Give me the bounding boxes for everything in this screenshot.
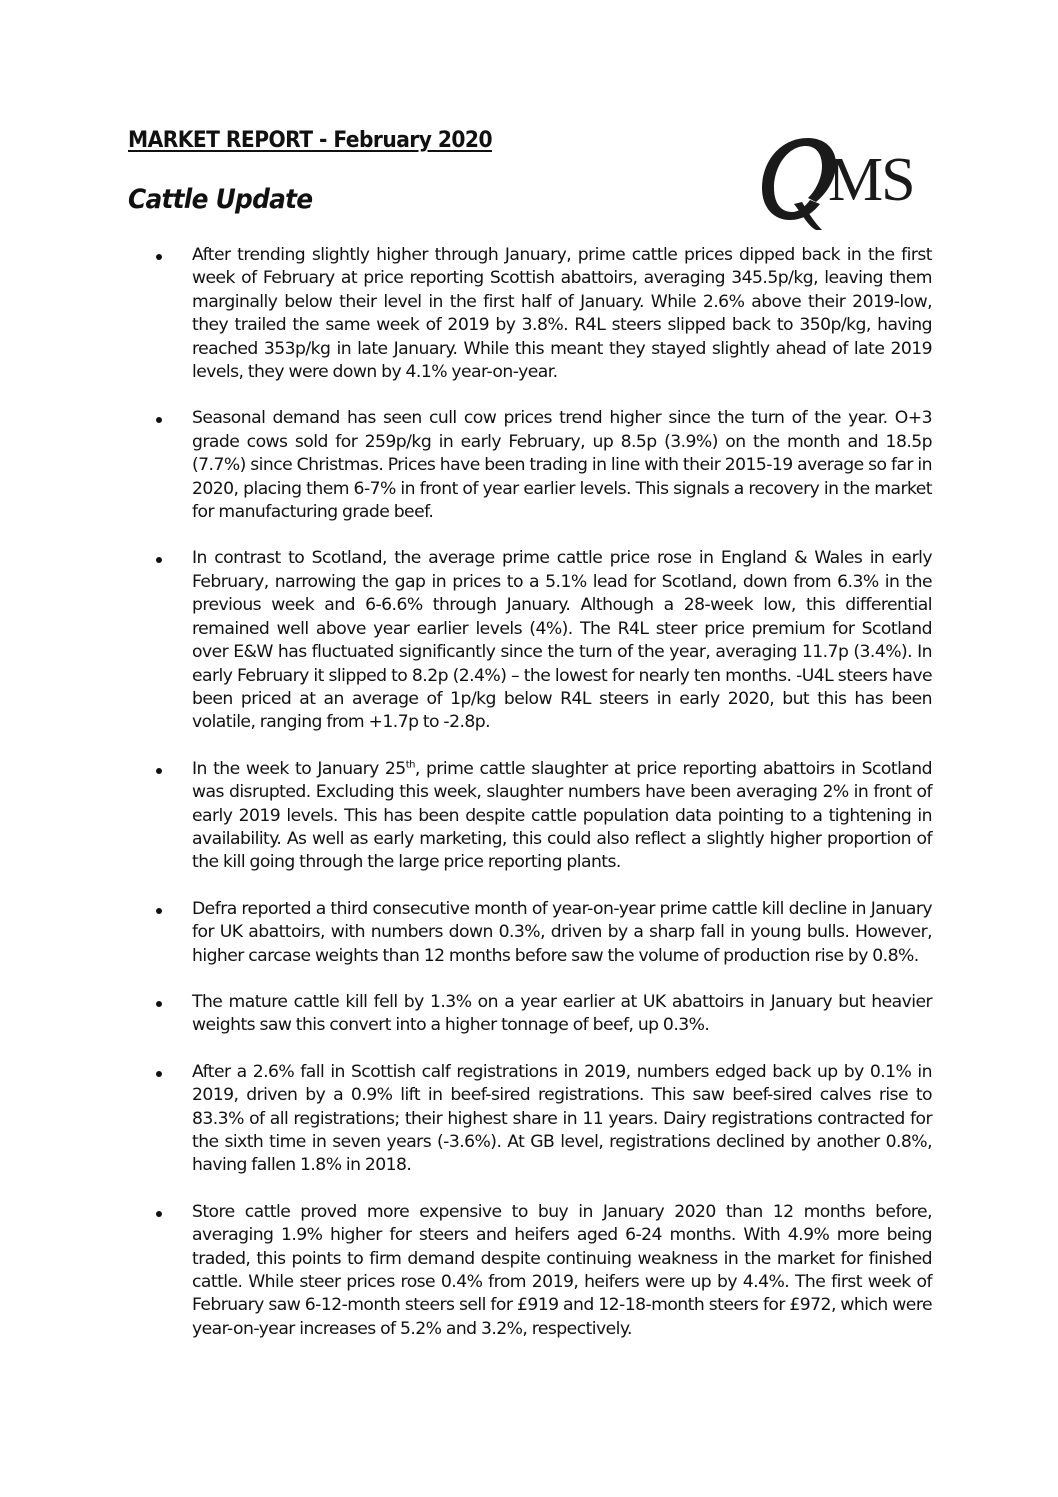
report-title: MARKET REPORT - February 2020 xyxy=(128,128,493,153)
bullet-text: After a 2.6% fall in Scottish calf registrations in 2019, numbers edged back up by 0.1% in 2019, driven by a 0.9% lift in beef-sired registrations. This saw beef-sired calves rise to 83.3% of all registrations; their highest share in 11 years. Dairy registrations contracted for the sixth time in seven years (-3.6%). At GB level, registrations declined by another 0.8%, having fallen 1.8% in 2018. xyxy=(192,1061,932,1176)
bullet-text xyxy=(192,759,932,873)
svg-text:MS: MS xyxy=(828,146,914,214)
bullet-icon xyxy=(156,1211,162,1217)
bullet-text: The mature cattle kill fell by 1.3% on a year earlier at UK abattoirs in January but heavier weights saw this convert into a higher tonnage of beef, up 0.3%. xyxy=(192,991,932,1036)
bullet-item xyxy=(150,898,932,968)
bullet-icon xyxy=(156,417,162,423)
bullet-item xyxy=(150,407,932,524)
bullet-item xyxy=(150,991,932,1038)
qms-logo-icon xyxy=(750,130,940,230)
bullet-text: In contrast to Scotland, the average prime cattle price rose in England & Wales in early February, narrowing the gap in prices to a 5.1% lead for Scotland, down from 6.3% in the previous week and 6-6.6% through January. Although a 28-week low, this differential remained well above year earlier levels (4%). The R4L steer price premium for Scotland over E&W has fluctuated significantly since the turn of the year, averaging 11.7p (3.4%). In early February it slipped to 8.2p (2.4%) – the lowest for nearly ten months. -U4L steers have been priced at an average of 1p/kg below R4L steers in early 2020, but this has been volatile, ranging from +1.7p to -2.8p. xyxy=(192,548,932,733)
bullet-item xyxy=(150,1061,932,1178)
qms-logo xyxy=(750,130,940,230)
bullet-text: Store cattle proved more expensive to buy in January 2020 than 12 months before, averaging 1.9% higher for steers and heifers aged 6-24 months. With 4.9% more being traded, this points to firm demand despite continuing weakness in the market for finished cattle. While steer prices rose 0.4% from 2019, heifers were up by 4.4%. The first week of February saw 6-12-month steers sell for £919 and 12-18-month steers for £972, which were year-on-year increases of 5.2% and 3.2%, respectively. xyxy=(192,1201,932,1339)
bullet-item xyxy=(150,244,932,384)
bullet-list xyxy=(150,244,932,1364)
bullet-icon xyxy=(156,557,162,563)
superscript: th xyxy=(405,758,415,770)
bullet-text-part: , prime cattle slaughter at price reporting abattoirs in Scotland was disrupted. Excluding this week, slaughter numbers have been averaging 2% in front of early 2019 levels. This has been despite cattle population data pointing to a tightening in availability. As well as early marketing, this could also reflect a slightly higher proportion of the kill going through the large price reporting plants. xyxy=(192,758,932,873)
bullet-text: Seasonal demand has seen cull cow prices trend higher since the turn of the year. O+3 grade cows sold for 259p/kg in early February, up 8.5p (3.9%) on the month and 18.5p (7.7%) since Christmas. Prices have been trading in line with their 2015-19 average so far in 2020, placing them 6-7% in front of year earlier levels. This signals a recovery in the market for manufacturing grade beef. xyxy=(192,408,932,523)
bullet-icon xyxy=(156,254,162,260)
section-title: Cattle Update xyxy=(128,184,313,215)
bullet-item xyxy=(150,758,932,875)
bullet-text: After trending slightly higher through January, prime cattle prices dipped back in the first week of February at price reporting Scottish abattoirs, averaging 345.5p/kg, leaving them marginally below their level in the first half of January. While 2.6% above their 2019-low, they trailed the same week of 2019 by 3.8%. R4L steers slipped back to 350p/kg, having reached 353p/kg in late January. While this meant they stayed slightly ahead of late 2019 levels, they were down by 4.1% year-on-year. xyxy=(192,245,932,383)
bullet-icon xyxy=(156,908,162,914)
bullet-text-part: In the week to January 25 xyxy=(192,758,406,779)
bullet-icon xyxy=(156,1071,162,1077)
bullet-item xyxy=(150,1201,932,1341)
bullet-icon xyxy=(156,768,162,774)
bullet-text: Defra reported a third consecutive month of year-on-year prime cattle kill decline in January for UK abattoirs, with numbers down 0.3%, driven by a sharp fall in young bulls. However, higher carcase weights than 12 months before saw the volume of production rise by 0.8%. xyxy=(192,898,932,966)
bullet-icon xyxy=(156,1001,162,1007)
bullet-item xyxy=(150,547,932,734)
